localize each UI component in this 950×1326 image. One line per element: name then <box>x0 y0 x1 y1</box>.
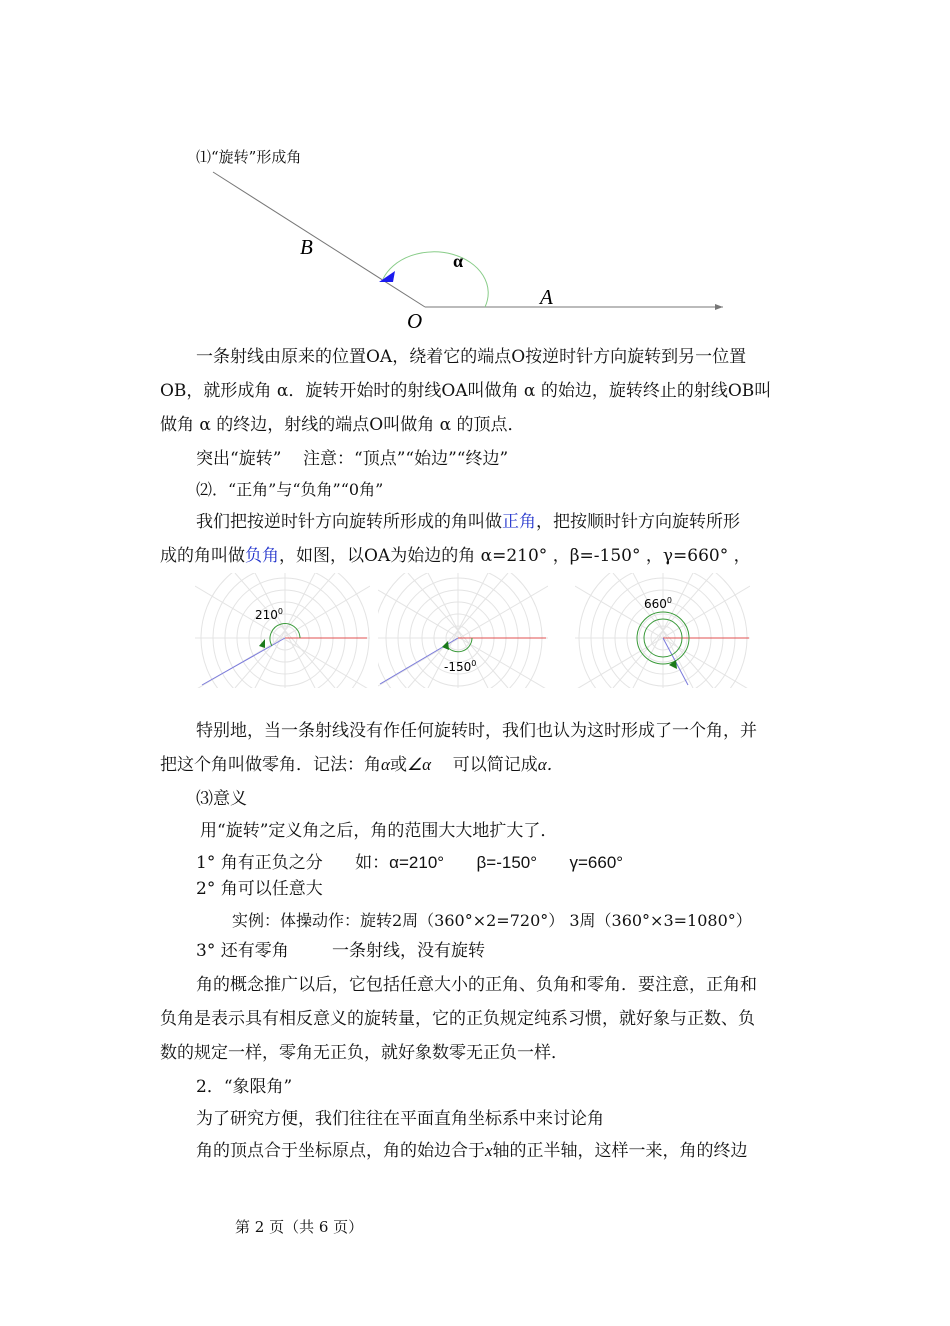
label-b: B <box>300 235 313 259</box>
para-summary-line-3: 数的规定一样，零角无正负，就好象数零无正负一样． <box>160 1043 568 1063</box>
label-a: A <box>540 285 553 309</box>
arc-arrow-icon <box>259 639 265 648</box>
para-positive-negative-line-2 <box>160 545 751 567</box>
text: 成的角叫做 <box>160 546 245 566</box>
note-line: 突出“旋转” 注意：“顶点”“始边”“终边” <box>196 449 509 469</box>
para-vertex <box>196 1140 748 1162</box>
section-heading-quadrant-angle: 2．“象限角” <box>196 1077 293 1097</box>
label-o: O <box>407 309 423 333</box>
x-axis-symbol: x <box>485 1141 493 1160</box>
text: 轴的正半轴，这样一来，角的终边 <box>492 1141 748 1161</box>
para-zero-angle-line-1: 特别地，当一条射线没有作任何旋转时，我们也认为这时形成了一个角，并 <box>196 721 757 741</box>
alpha-symbol: α <box>381 755 390 774</box>
section-heading-positive-negative: ⑵．“正角”与“负角”“0角” <box>196 480 384 499</box>
angle-label: $210^0$ <box>255 607 283 622</box>
text: ，把按顺时针方向旋转所形 <box>536 512 740 532</box>
para-meaning: 用“旋转”定义角之后，角的范围大大地扩大了． <box>200 821 558 841</box>
text: 把这个角叫做零角．记法：角 <box>160 755 381 775</box>
para-definition-line-2: OB，就形成角 α．旋转开始时的射线OA叫做角 α 的始边，旋转终止的射线OB叫 <box>160 381 772 401</box>
para-zero-angle-line-2 <box>160 754 564 776</box>
text: 或 <box>389 755 407 775</box>
item-2: 2° 角可以任意大 <box>196 879 323 899</box>
para-summary-line-2: 负角是表示具有相反意义的旋转量，它的正负规定纯系习惯，就好象与正数、负 <box>160 1009 755 1029</box>
para-definition-line-1: 一条射线由原来的位置OA，绕着它的端点O按逆时针方向旋转到另一位置 <box>196 347 747 367</box>
para-definition-line-3: 做角 α 的终边，射线的端点O叫做角 α 的顶点． <box>160 415 525 435</box>
polar-figure-660 <box>575 573 750 688</box>
ray-ob <box>213 172 425 307</box>
ray-oa-arrowhead <box>715 304 723 310</box>
text: 我们把按逆时针方向旋转所形成的角叫做 <box>196 512 502 532</box>
polar-figure-minus-150 <box>378 573 548 688</box>
rotation-arc <box>383 252 488 307</box>
term-negative-angle: 负角 <box>245 546 279 566</box>
para-positive-negative-line-1 <box>196 511 740 533</box>
para-summary-line-1: 角的概念推广以后，它包括任意大小的正角、负角和零角．要注意，正角和 <box>196 975 757 995</box>
rotation-figure <box>195 165 735 340</box>
label-alpha: α <box>453 251 464 271</box>
gamma-value: γ=660° <box>569 853 624 872</box>
text: 1° 角有正负之分 如： <box>196 853 390 873</box>
angle-alpha-symbol: ∠α <box>406 755 432 774</box>
para-coordinate: 为了研究方便，我们往往在平面直角坐标系中来讨论角 <box>196 1109 604 1129</box>
polar-figure-210 <box>195 573 370 688</box>
text: ，如图，以OA为始边的角 α=210° ，β=-150° ，γ=660° ， <box>279 546 751 566</box>
alpha-end: α． <box>537 755 564 774</box>
term-positive-angle: 正角 <box>502 512 536 532</box>
beta-value: β=-150° <box>476 853 538 872</box>
section-heading-meaning: ⑶意义 <box>196 789 247 809</box>
page-footer: 第 2 页（共 6 页） <box>235 1218 364 1236</box>
text: 可以简记成 <box>452 755 538 775</box>
arc-arrow-icon <box>442 641 449 650</box>
angle-label: $660^0$ <box>644 596 672 611</box>
section-heading-rotation: ⑴“旋转”形成角 <box>196 148 302 166</box>
item-3: 3° 还有零角 一条射线，没有旋转 <box>196 941 485 961</box>
alpha-value: α=210° <box>389 853 445 872</box>
angle-label: $-150^0$ <box>444 659 477 674</box>
item-2-example: 实例：体操动作：旋转2周（360°×2=720°） 3周（360°×3=1080°） <box>232 911 752 930</box>
text: 角的顶点合于坐标原点，角的始边合于 <box>196 1141 485 1161</box>
item-1 <box>196 852 623 874</box>
